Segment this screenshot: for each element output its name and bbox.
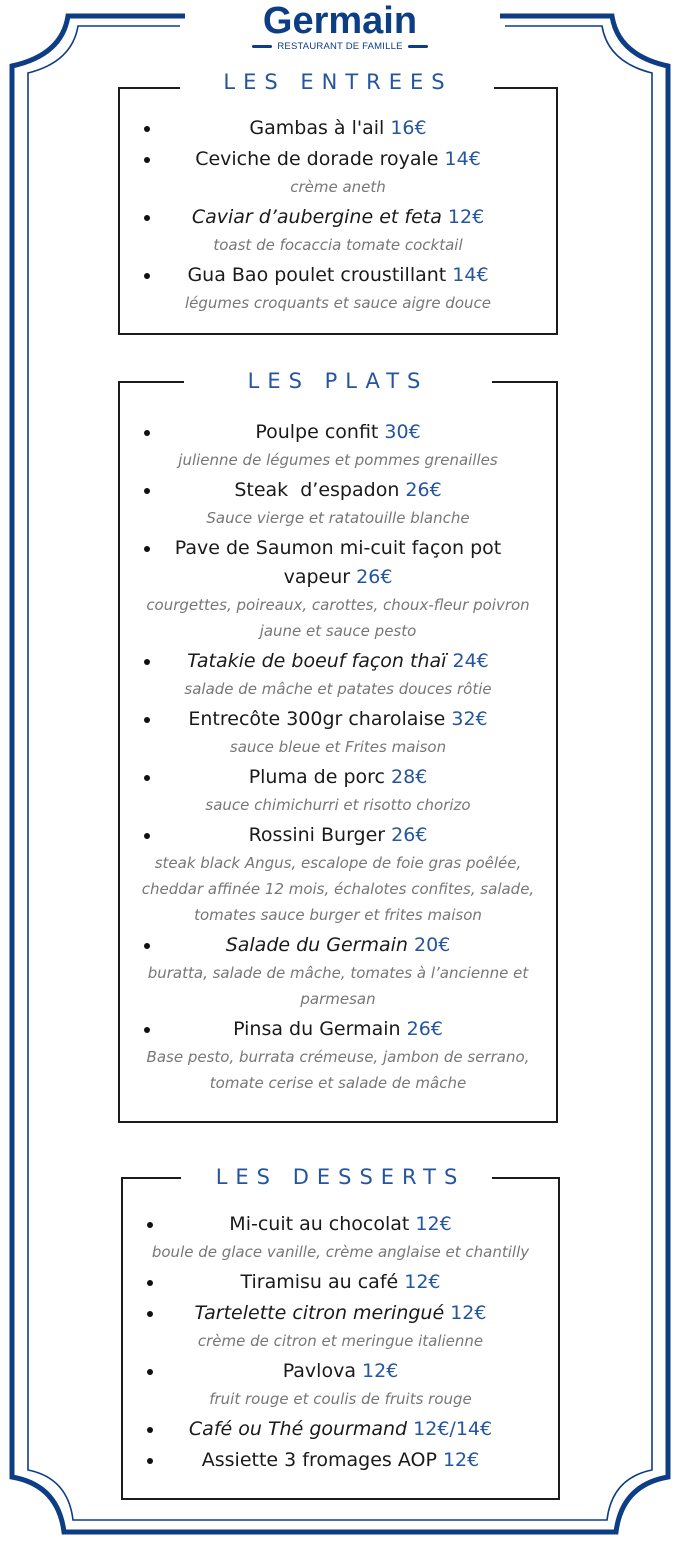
item-heading	[120, 476, 556, 505]
menu-item	[123, 1415, 558, 1444]
item-name: Café ou Thé gourmand	[188, 1418, 408, 1440]
item-description: julienne de légumes et pommes grenailles	[178, 451, 498, 469]
item-heading	[120, 203, 556, 232]
bullet-icon	[144, 775, 150, 781]
item-heading	[120, 931, 556, 960]
item-heading	[120, 763, 556, 792]
menu-item	[120, 763, 556, 818]
item-heading	[120, 1015, 556, 1044]
menu-item	[120, 476, 556, 531]
item-price: 12€	[404, 1271, 441, 1293]
section-entrees	[118, 70, 558, 335]
item-name: Gambas à l'ail	[249, 117, 385, 139]
menu-item	[120, 647, 556, 702]
item-name: Mi-cuit au chocolat	[229, 1213, 410, 1235]
item-description: boule de glace vanille, crème anglaise et chantilly	[151, 1243, 530, 1261]
desserts-list	[123, 1177, 558, 1475]
item-name: Pave de Saumon mi-cuit façon pot vapeur	[174, 537, 502, 588]
item-name: Salade du Germain	[225, 934, 408, 956]
bullet-icon	[144, 215, 150, 221]
brand-logo	[240, 0, 440, 52]
menu-item	[123, 1357, 558, 1412]
item-price: 26€	[391, 824, 428, 846]
bullet-icon	[144, 430, 150, 436]
item-name: Ceviche de dorade royale	[195, 148, 439, 170]
section-title: LES PLATS	[247, 369, 429, 393]
bullet-icon	[147, 1369, 153, 1375]
bullet-icon	[144, 546, 150, 552]
menu-item	[120, 931, 556, 1012]
item-name: Entrecôte 300gr charolaise	[188, 708, 446, 730]
bullet-icon	[144, 126, 150, 132]
item-name: Rossini Burger	[248, 824, 386, 846]
bullet-icon	[147, 1222, 153, 1228]
section-plats	[118, 369, 558, 1123]
section-title: LES DESSERTS	[215, 1165, 466, 1189]
item-description: légumes croquants et sauce aigre douce	[185, 294, 491, 312]
item-heading	[120, 534, 556, 592]
menu-item	[123, 1446, 558, 1475]
item-price: 12€	[450, 1302, 487, 1324]
item-heading	[120, 705, 556, 734]
item-price: 20€	[414, 934, 451, 956]
menu-item	[120, 418, 556, 473]
item-price: 12€	[362, 1360, 399, 1382]
item-heading	[123, 1268, 558, 1297]
item-description: courgettes, poireaux, carottes, choux-fleur poivron jaune et sauce pesto	[146, 596, 530, 640]
menu-item	[123, 1210, 558, 1265]
bullet-icon	[147, 1427, 153, 1433]
item-price: 32€	[451, 708, 488, 730]
item-heading	[120, 145, 556, 174]
item-description: salade de mâche et patates douces rôtie	[184, 680, 492, 698]
item-price: 12€	[415, 1213, 452, 1235]
bullet-icon	[144, 833, 150, 839]
menu-item	[120, 534, 556, 644]
item-name: Steak d’espadon	[234, 479, 400, 501]
item-price: 28€	[391, 766, 428, 788]
item-price: 26€	[405, 479, 442, 501]
item-heading	[120, 418, 556, 447]
bullet-icon	[144, 273, 150, 279]
bullet-icon	[147, 1458, 153, 1464]
item-price: 30€	[384, 421, 421, 443]
menu-item	[120, 145, 556, 200]
item-name: Assiette 3 fromages AOP	[201, 1449, 437, 1471]
item-name: Tatakie de boeuf façon thaï	[187, 650, 447, 672]
menu-item	[120, 821, 556, 928]
bullet-icon	[144, 488, 150, 494]
item-name: Gua Bao poulet croustillant	[187, 264, 447, 286]
brand-name: Germain	[262, 0, 418, 42]
section-title: LES ENTREES	[223, 70, 453, 94]
item-heading	[123, 1415, 558, 1444]
item-heading	[120, 114, 556, 143]
item-heading	[123, 1210, 558, 1239]
item-description: toast de focaccia tomate cocktail	[213, 236, 463, 254]
item-price: 16€	[390, 117, 427, 139]
bullet-icon	[144, 1027, 150, 1033]
item-description: buratta, salade de mâche, tomates à l’ancienne et parmesan	[147, 964, 529, 1008]
item-name: Tartelette citron meringué	[194, 1302, 445, 1324]
bullet-icon	[147, 1311, 153, 1317]
item-heading	[120, 647, 556, 676]
item-name: Caviar d’aubergine et feta	[191, 206, 442, 228]
menu-item	[123, 1268, 558, 1297]
item-price: 12€/14€	[413, 1418, 493, 1440]
plats-list	[120, 381, 556, 1096]
item-heading	[123, 1299, 558, 1328]
item-description: crème de citron et meringue italienne	[197, 1332, 484, 1350]
item-description: sauce bleue et Frites maison	[229, 738, 447, 756]
item-name: Poulpe confit	[255, 421, 379, 443]
item-price: 14€	[444, 148, 481, 170]
entrees-list	[120, 87, 556, 316]
item-price: 12€	[442, 1449, 480, 1471]
item-name: Tiramisu au café	[240, 1271, 399, 1293]
bullet-icon	[144, 659, 150, 665]
item-price: 14€	[452, 264, 489, 286]
menu-item	[120, 1015, 556, 1096]
bullet-icon	[144, 943, 150, 949]
item-description: Base pesto, burrata crémeuse, jambon de serrano, tomate cerise et salade de mâche	[146, 1048, 530, 1092]
item-description: sauce chimichurri et risotto chorizo	[205, 796, 471, 814]
item-heading	[120, 261, 556, 290]
bullet-icon	[147, 1280, 153, 1286]
item-price: 26€	[406, 1018, 443, 1040]
item-name: Pluma de porc	[248, 766, 385, 788]
brand-tagline-row	[240, 41, 440, 52]
item-description: crème aneth	[290, 178, 386, 196]
item-heading	[123, 1357, 558, 1386]
tagline-rule-left	[252, 45, 272, 48]
menu-item	[120, 261, 556, 316]
item-description: steak black Angus, escalope de foie gras poêlée, cheddar affinée 12 mois, échalotes confites, salade, tomates sauce burger et frites maison	[141, 854, 535, 924]
menu-item	[120, 114, 556, 143]
menu-item	[120, 705, 556, 760]
item-description: Sauce vierge et ratatouille blanche	[206, 509, 470, 527]
item-price: 12€	[447, 206, 485, 228]
item-heading	[123, 1446, 558, 1475]
brand-tagline: RESTAURANT DE FAMILLE	[277, 41, 403, 52]
bullet-icon	[144, 717, 150, 723]
item-price: 24€	[452, 650, 489, 672]
section-desserts	[121, 1165, 560, 1500]
item-price: 26€	[356, 566, 393, 588]
item-heading	[120, 821, 556, 850]
menu-item	[120, 203, 556, 258]
tagline-rule-right	[408, 45, 428, 48]
bullet-icon	[144, 157, 150, 163]
menu-item	[123, 1299, 558, 1354]
item-name: Pavlova	[282, 1360, 356, 1382]
item-description: fruit rouge et coulis de fruits rouge	[209, 1390, 472, 1408]
item-name: Pinsa du Germain	[233, 1018, 401, 1040]
